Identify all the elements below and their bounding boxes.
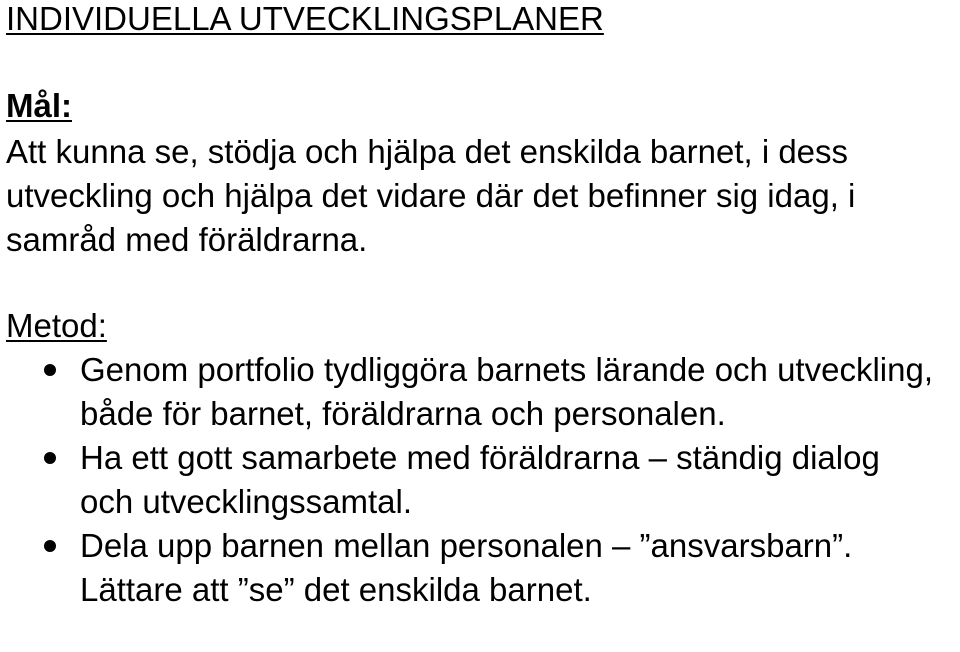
method-heading: Metod: [6, 307, 107, 344]
method-item-text: Dela upp barnen mellan personalen – ”ansvarsbarn”. Lättare att ”se” det enskilda barnet. [80, 527, 853, 608]
goal-heading: Mål: [6, 87, 72, 124]
method-list [0, 348, 960, 612]
method-item-text: Genom portfolio tydliggöra barnets lärande och utveckling, både för barnet, föräldrarna och personalen. [80, 351, 933, 432]
method-item [0, 348, 940, 436]
bullet-icon [44, 540, 56, 552]
bullet-icon [44, 364, 56, 376]
page-title: INDIVIDUELLA UTVECKLINGSPLANER [6, 0, 604, 37]
method-item [0, 436, 940, 524]
goal-text: Att kunna se, stödja och hjälpa det enskilda barnet, i dess utveckling och hjälpa det vidare där det befinner sig idag, i samråd med föräldrarna. [6, 133, 856, 258]
bullet-icon [44, 452, 56, 464]
method-item-text: Ha ett gott samarbete med föräldrarna – ständig dialog och utvecklingssamtal. [80, 439, 880, 520]
method-item [0, 524, 940, 612]
